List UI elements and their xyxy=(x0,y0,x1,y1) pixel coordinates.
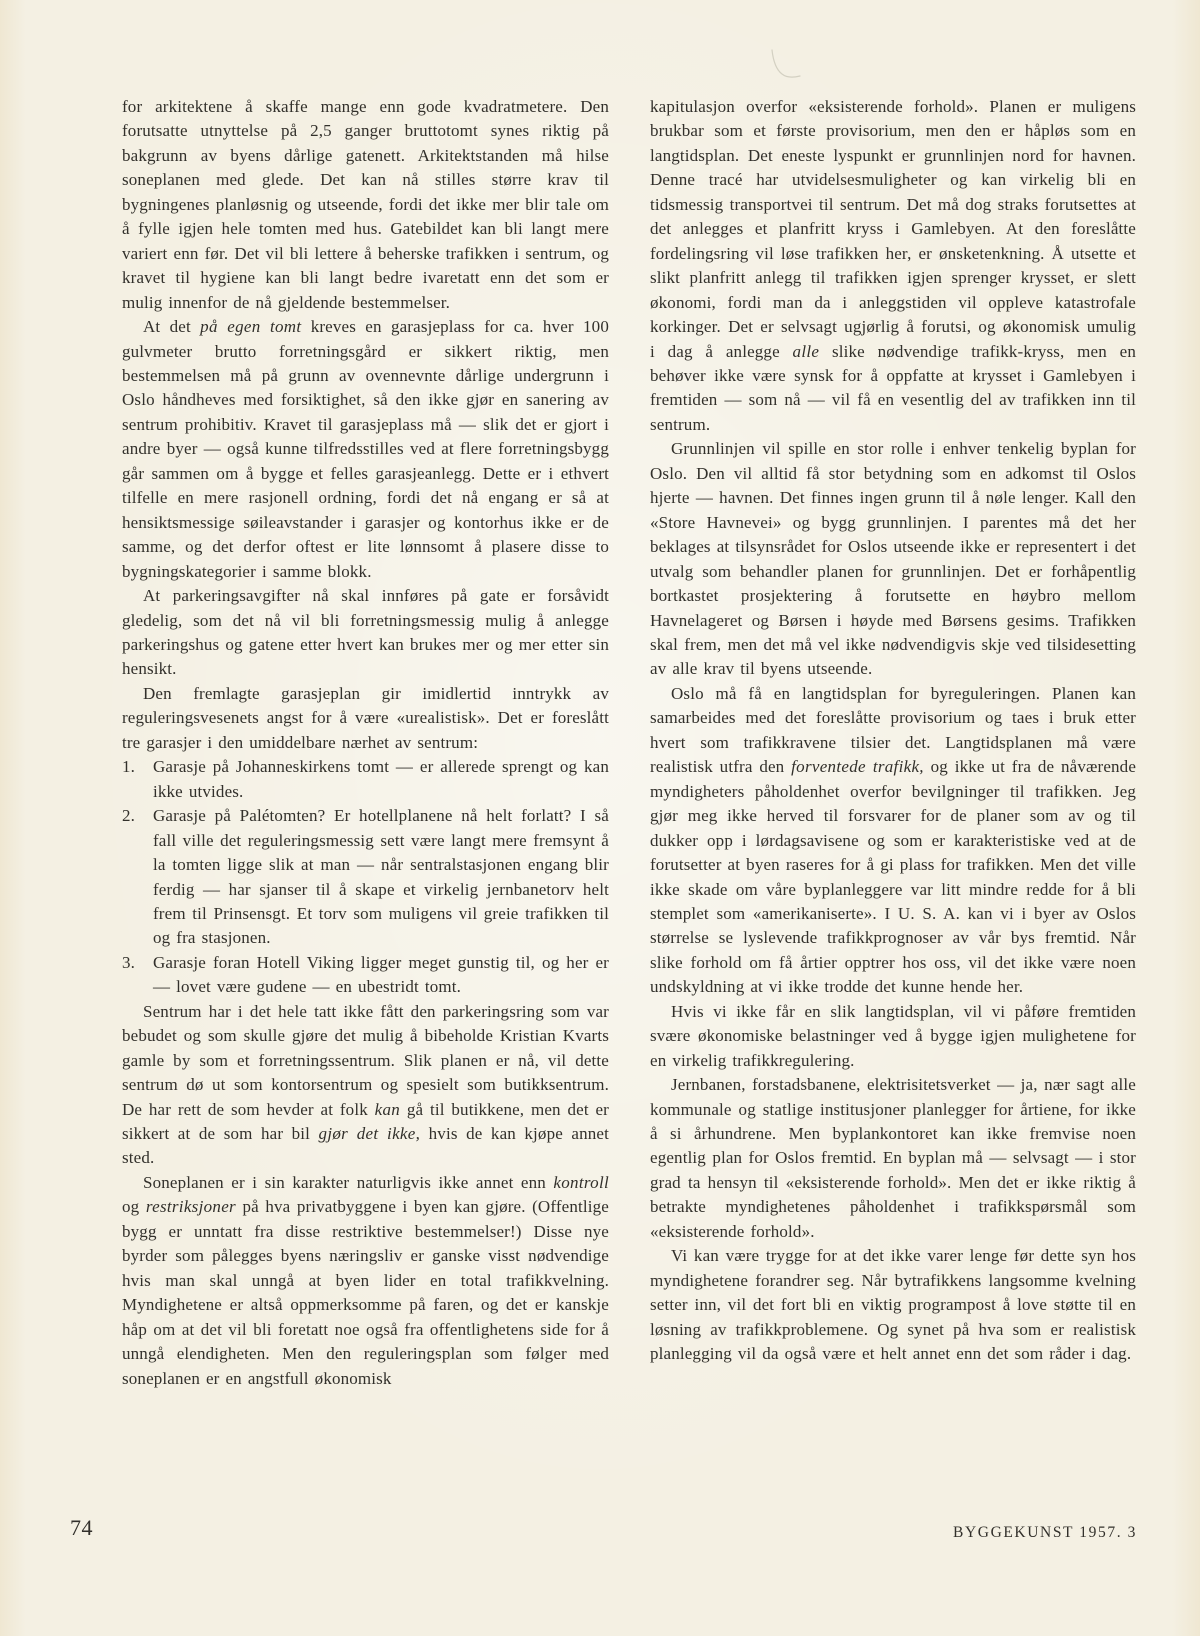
numbered-list-item xyxy=(122,951,609,1000)
paragraph xyxy=(122,315,609,584)
list-item-number: 2. xyxy=(122,806,136,826)
paragraph xyxy=(650,1000,1136,1073)
italic-text-run: kan xyxy=(374,1099,401,1119)
text-run: slike nødvendige trafikk-kryss, men en behøver ikke være synsk for å oppfatte at krysset i Gamlebyen i fremtiden — som nå — vil få en vesentlig del av trafikken inn til sentrum. xyxy=(650,341,1136,434)
text-run: på hva privatbyggene i byen kan gjøre. (Offentlige bygg er unntatt fra disse restriktive bestemmelser!) Disse nye byrder som pålegges byens næringsliv er ganske visst nødvendige hvis man skal unngå at byen lider en total trafikkvelning. Myndighetene er altså oppmerksomme på faren, og det er kanskje håp om at det vil bli foretatt noe også fra offentlighetens side for å unngå elendigheten. Men den reguleringsplan som følger med soneplanen er en angstfull økonomisk xyxy=(122,1197,609,1388)
list-item-text xyxy=(153,755,609,804)
text-column-right xyxy=(650,95,1136,1367)
paragraph xyxy=(650,682,1136,1000)
text-run: og ikke ut fra de nåværende myndigheters påholdenhet overfor bevilgninger til trafikken. Jeg gjør meg ikke herved til forsvarer for de planer som av og til dukker opp i lørdagsavisene og som er karakteristiske ved at de forutsetter at byen raseres for å gi plass for trafikken. Men det ville ikke skade om våre byplanleggere var litt mindre redde for å bli stemplet som «amerikaniserte». I U. S. A. kan vi i byer av Oslos størrelse se lyslevende trafikkprognoser av vår bys fremtid. Når slike forhold om få årtier opptrer hos oss, vil det ikke være noen undskyldning at vi ikke trodde det kunne hende her. xyxy=(650,757,1137,997)
text-run: Garasje på Palétomten? Er hotellplanene nå helt forlatt? I så fall ville det reguleringsmessig sett være langt mere fremsynt å la tomten ligge slik at man — når sentralstasjonen engang blir ferdig — har sjanser til å skape et virkelig jernbanetorv helt frem til Prinsensgt. Et torv som muligens vil greie trafikken til og fra stasjonen. xyxy=(153,806,609,948)
paragraph xyxy=(650,95,1136,437)
list-item-text xyxy=(153,951,609,1000)
italic-text-run: alle xyxy=(792,341,820,361)
paragraph xyxy=(122,1000,609,1171)
italic-text-run: restriksjoner xyxy=(145,1197,236,1217)
text-run: Garasje på Johanneskirkens tomt — er allerede sprengt og kan ikke utvides. xyxy=(153,757,609,801)
italic-text-run: gjør det ikke, xyxy=(318,1124,421,1144)
text-run: Garasje foran Hotell Viking ligger meget gunstig til, og her er — lovet være gudene — en ubestridt tomt. xyxy=(153,952,609,997)
text-run: At det xyxy=(143,317,201,337)
numbered-list-item xyxy=(122,755,609,804)
text-run: Soneplanen er i sin karakter naturligvis ikke annet enn xyxy=(143,1172,554,1192)
text-run: Oslo må få en langtidsplan for byreguleringen. Planen kan samarbeides med det foreslåtte provisorium og taes i bruk etter hvert som trafikkravene tilsier det. Langtidsplanen må være realistisk utfra den xyxy=(650,683,1136,777)
italic-text-run: kontroll xyxy=(553,1172,609,1192)
numbered-list-item xyxy=(122,804,609,951)
text-run: og xyxy=(122,1197,146,1217)
text-run: At parkeringsavgifter nå skal innføres på gate er forsåvidt gledelig, som det nå vil bli forretningsmessig mulig å anlegge parkeringshus og gatene etter hvert kan brukes mer og mer etter sin hensikt. xyxy=(122,586,609,679)
journal-footer: BYGGEKUNST 1957. 3 xyxy=(953,1524,1137,1541)
text-run: gå til butikkene, men det er sikkert at de som har bil xyxy=(122,1099,609,1144)
paragraph xyxy=(650,1073,1136,1244)
paragraph xyxy=(650,437,1136,682)
text-run: Vi kan være trygge for at det ikke varer lenge før dette syn hos myndighetene forandrer seg. Når bytrafikkens langsomme kvelning setter inn, vil det fort bli en viktig programpost å love støtte til en løsning av trafikkproblemene. Og synet på hva som er realistisk planlegging vil da også være et helt annet enn det som råder i dag. xyxy=(650,1246,1136,1364)
list-item-text xyxy=(153,804,609,951)
list-item-number: 3. xyxy=(122,952,136,972)
text-run: Hvis vi ikke får en slik langtidsplan, vil vi påføre fremtiden svære økonomiske belastninger ved å bygge igjen mulighetene for en virkelig trafikkregulering. xyxy=(650,1001,1136,1070)
paragraph xyxy=(122,584,609,682)
page-number: 74 xyxy=(70,1515,93,1540)
paragraph xyxy=(122,95,609,315)
italic-text-run: på egen tomt xyxy=(200,317,302,337)
text-run: hvis de kan kjøpe annet sted. xyxy=(122,1124,609,1168)
text-run: for arkitektene å skaffe mange enn gode kvadratmetere. Den forutsatte utnyttelse på 2,5 ganger bruttotomt synes riktig på bakgrunn av byens dårlige gatenett. Arkitektstanden må hilse soneplanen med glede. Det kan nå stilles større krav til bygningenes planløsnig og utseende, fordi det ikke mer blir tale om å fylle igjen hele tomten med hus. Gatebildet kan bli langt mere variert enn før. Det vil bli lettere å beherske trafikken i sentrum, og kravet til hygiene kan bli langt bedre ivaretatt enn det som er mulig innenfor de nå gjeldende bestemmelser. xyxy=(122,97,609,312)
paragraph xyxy=(122,682,609,755)
paragraph xyxy=(650,1244,1136,1366)
pencil-mark xyxy=(758,48,804,88)
text-run: Sentrum har i det hele tatt ikke fått den parkeringsring som var bebudet og som skulle gjøre det mulig å bibeholde Kristian Kvarts gamle by som et forretningssentrum. Slik planen er nå, vil dette sentrum dø ut som kontorsentrum og spesielt som butikksentrum. De har rett de som hevder at folk xyxy=(122,1001,609,1119)
text-run: kreves en garasjeplass for ca. hver 100 gulvmeter brutto forretningsgård er sikkert riktig, men bestemmelsen må på grunn av ovennevnte dårlige undergrunn i Oslo håndheves med forsiktighet, så den ikke gjør en sanering av sentrum prohibitiv. Kravet til garasjeplass må — slik det er gjort i andre byer — også kunne tilfredsstilles ved at flere forretningsbygg går sammen om å bygge et felles garasjeanlegg. Dette er i ethvert tilfelle en mere rasjonell ordning, fordi det nå engang er så at hensiktsmessige søileavstander i garasjer og kontorhus ikke er de samme, og det derfor oftest er lite lønnsomt å plasere disse to bygningskategorier i samme blokk. xyxy=(122,317,609,581)
text-run: kapitulasjon overfor «eksisterende forhold». Planen er muligens brukbar som et første provisorium, men den er håpløs som en langtidsplan. Det eneste lyspunkt er grunnlinjen nord for havnen. Denne tracé har utvidelsesmuligheter og kan virkelig bli en tidsmessig transportvei til sentrum. Det må dog straks forutsettes at det anlegges et planfritt kryss i Gamlebyen. At den foreslåtte fordelingsring vil løse trafikken her, er ønsketenkning. Å utsette et slikt planfritt anlegg til trafikken igjen sprenger krysset, er slett økonomi, fordi man da i anleggstiden vil oppleve katastrofale korkinger. Det er selvsagt ugjørlig å forutsi, og økonomisk umulig i dag å anlegge xyxy=(650,97,1136,361)
italic-text-run: forventede trafikk, xyxy=(791,757,924,777)
text-run: Den fremlagte garasjeplan gir imidlertid inntrykk av reguleringsvesenets angst for å være «urealistisk». Det er foreslått tre garasjer i den umiddelbare nærhet av sentrum: xyxy=(122,683,609,752)
list-item-number: 1. xyxy=(122,757,136,777)
text-run: Jernbanen, forstadsbanene, elektrisitetsverket — ja, nær sagt alle kommunale og statlige institusjoner planlegger for årtiene, for ikke å si århundrene. Men byplankontoret kan ikke fremvise noen egentlig plan for Oslos fremtid. En byplan må — selvsagt — i stor grad ta hensyn til «eksisterende forhold». Men det er ikke riktig å betrakte myndighetenes påholdenhet i trafikkspørsmål som «eksisterende forhold». xyxy=(650,1075,1136,1241)
paragraph xyxy=(122,1171,609,1391)
text-column-left xyxy=(122,95,609,1391)
text-run: Grunnlinjen vil spille en stor rolle i enhver tenkelig byplan for Oslo. Den vil alltid få stor betydning som en adkomst til Oslos hjerte — havnen. Det finnes ingen grunn til å nøle lenger. Kall den «Store Havnevei» og bygg grunnlinjen. I parentes må det her beklages at tilsynsrådet for Oslos utseende ikke er representert i det utvalg som behandler planen for grunnlinjen. Det er forhåpentlig bortkastet prosjektering å forutsette en høybro mellom Havnelageret og Børsen i høyde med Børsens gesims. Trafikken skal frem, men det må vel ikke nødvendigvis skje ved tilsidesetting av alle krav til byens utseende. xyxy=(650,439,1136,679)
